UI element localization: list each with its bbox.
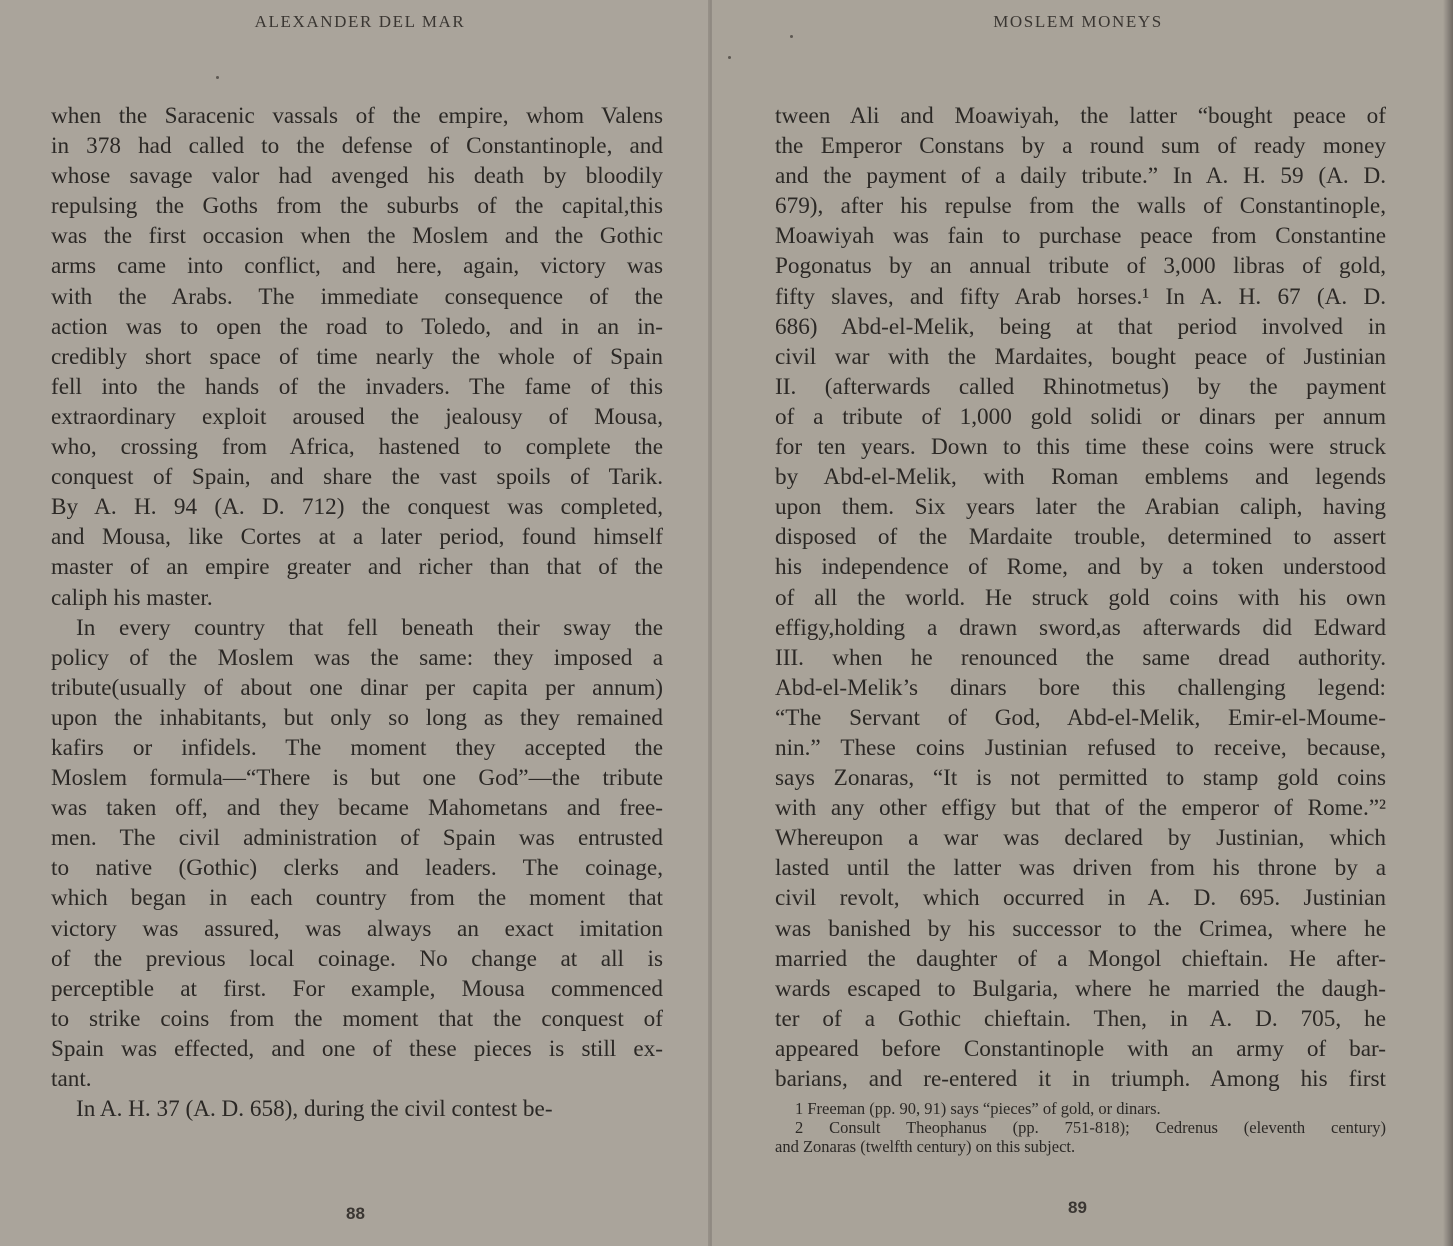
text-line: Abd-el-Melik’s dinars bore this challenging legend:: [775, 674, 1386, 701]
text-line: ter of a Gothic chieftain. Then, in A. D. 705, he: [775, 1005, 1386, 1032]
footnote: 1 Freeman (pp. 90, 91) says “pieces” of gold, or dinars.: [795, 1099, 1161, 1118]
text-line: his independence of Rome, and by a token understood: [775, 554, 1386, 581]
text-line: credibly short space of time nearly the whole of Spain: [51, 343, 663, 370]
text-line: III. when he renounced the same dread authority.: [775, 644, 1386, 671]
page-edge: [1443, 0, 1453, 1246]
text-line: of a tribute of 1,000 gold solidi or dinars per annum: [775, 403, 1386, 430]
text-line: extraordinary exploit aroused the jealousy of Mousa,: [51, 403, 663, 430]
text-line: In A. H. 37 (A. D. 658), during the civil contest be-: [76, 1096, 553, 1123]
text-line: whose savage valor had avenged his death by bloodily: [51, 163, 663, 190]
page-number: 88: [346, 1204, 365, 1223]
text-line: to native (Gothic) clerks and leaders. The coinage,: [51, 855, 663, 882]
text-line: and Mousa, like Cortes at a later period, found himself: [51, 524, 663, 551]
text-line: action was to open the road to Toledo, and in an in-: [51, 313, 663, 340]
running-head: MOSLEM MONEYS: [993, 12, 1163, 31]
page-speck: [728, 56, 731, 59]
text-line: perceptible at first. For example, Mousa commenced: [51, 975, 663, 1002]
text-line: Pogonatus by an annual tribute of 3,000 libras of gold,: [775, 253, 1386, 280]
text-line: Moslem formula—“There is but one God”—the tribute: [51, 765, 663, 792]
text-line: appeared before Constantinople with an army of bar-: [775, 1035, 1386, 1062]
text-line: policy of the Moslem was the same: they imposed a: [51, 644, 663, 671]
text-line: men. The civil administration of Spain was entrusted: [51, 825, 663, 852]
text-line: was the first occasion when the Moslem and the Gothic: [51, 223, 663, 250]
text-line: arms came into conflict, and here, again, victory was: [51, 253, 663, 280]
text-line: disposed of the Mardaite trouble, determined to assert: [775, 524, 1386, 551]
text-line: caliph his master.: [51, 584, 213, 611]
text-line: by Abd-el-Melik, with Roman emblems and legends: [775, 464, 1386, 491]
text-line: kafirs or infidels. The moment they accepted the: [51, 734, 663, 761]
text-line: wards escaped to Bulgaria, where he married the daugh-: [775, 975, 1386, 1002]
text-line: victory was assured, was always an exact imitation: [51, 915, 663, 942]
text-line: when the Saracenic vassals of the empire, whom Valens: [51, 103, 663, 129]
footnote: and Zonaras (twelfth century) on this subject.: [775, 1137, 1076, 1156]
text-line: lasted until the latter was driven from his throne by a: [775, 855, 1386, 882]
page-number: 89: [1068, 1198, 1087, 1217]
text-line: of all the world. He struck gold coins with his own: [775, 584, 1386, 611]
text-line: effigy,holding a drawn sword,as afterwards did Edward: [775, 614, 1386, 641]
page-speck: [216, 76, 219, 79]
text-line: in 378 had called to the defense of Constantinople, and: [51, 133, 663, 160]
text-line: II. (afterwards called Rhinotmetus) by the payment: [775, 373, 1386, 400]
text-line: Moawiyah was fain to purchase peace from Constantine: [775, 223, 1386, 250]
text-line: to strike coins from the moment that the conquest of: [51, 1005, 663, 1032]
text-line: tant.: [51, 1066, 92, 1092]
text-line: repulsing the Goths from the suburbs of the capital,this: [51, 193, 663, 220]
footnotes: [775, 1099, 1386, 1156]
text-line: with the Arabs. The immediate consequence of the: [51, 283, 663, 310]
text-line: 679), after his repulse from the walls of Constantinople,: [775, 193, 1386, 220]
text-line: upon them. Six years later the Arabian caliph, having: [775, 494, 1386, 521]
text-line: fell into the hands of the invaders. The fame of this: [51, 373, 663, 400]
text-line: tribute(usually of about one dinar per capita per annum): [51, 674, 663, 701]
text-line: married the daughter of a Mongol chieftain. He after-: [775, 945, 1386, 972]
text-line: for ten years. Down to this time these coins were struck: [775, 434, 1386, 461]
text-line: By A. H. 94 (A. D. 712) the conquest was completed,: [51, 494, 663, 521]
text-line: conquest of Spain, and share the vast spoils of Tarik.: [51, 464, 663, 491]
text-line: tween Ali and Moawiyah, the latter “bought peace of: [775, 103, 1386, 129]
body-text: [775, 101, 1386, 1094]
text-line: “The Servant of God, Abd-el-Melik, Emir-el-Moume-: [775, 704, 1386, 731]
text-line: who, crossing from Africa, hastened to complete the: [51, 434, 663, 461]
text-line: was taken off, and they became Mahometans and free-: [51, 795, 663, 822]
text-line: Spain was effected, and one of these pieces is still ex-: [51, 1035, 663, 1062]
left-page: [0, 0, 712, 1246]
body-text: [51, 101, 663, 1124]
text-line: 686) Abd-el-Melik, being at that period involved in: [775, 313, 1386, 340]
text-line: barians, and re-entered it in triumph. Among his first: [775, 1066, 1386, 1092]
text-line: says Zonaras, “It is not permitted to stamp gold coins: [775, 765, 1386, 792]
text-line: fifty slaves, and fifty Arab horses.¹ In A. H. 67 (A. D.: [775, 283, 1386, 310]
running-head: ALEXANDER DEL MAR: [254, 12, 466, 31]
text-line: the Emperor Constans by a round sum of ready money: [775, 133, 1386, 160]
text-line: and the payment of a daily tribute.” In A. H. 59 (A. D.: [775, 163, 1386, 190]
text-line: upon the inhabitants, but only so long as they remained: [51, 704, 663, 731]
text-line: civil revolt, which occurred in A. D. 695. Justinian: [775, 885, 1386, 912]
text-line: was banished by his successor to the Crimea, where he: [775, 915, 1386, 942]
text-line: Whereupon a war was declared by Justinian, which: [775, 825, 1386, 852]
page-speck: [790, 35, 793, 38]
text-line: In every country that fell beneath their sway the: [76, 614, 663, 641]
text-line: nin.” These coins Justinian refused to receive, because,: [775, 734, 1386, 761]
footnote: 2 Consult Theophanus (pp. 751-818); Cedrenus (eleventh century): [795, 1118, 1386, 1137]
text-line: civil war with the Mardaites, bought peace of Justinian: [775, 343, 1386, 370]
text-line: which began in each country from the moment that: [51, 885, 663, 912]
text-line: of the previous local coinage. No change at all is: [51, 945, 663, 972]
right-page: [712, 0, 1453, 1246]
text-line: master of an empire greater and richer than that of the: [51, 554, 663, 581]
text-line: with any other effigy but that of the emperor of Rome.”²: [775, 795, 1386, 822]
